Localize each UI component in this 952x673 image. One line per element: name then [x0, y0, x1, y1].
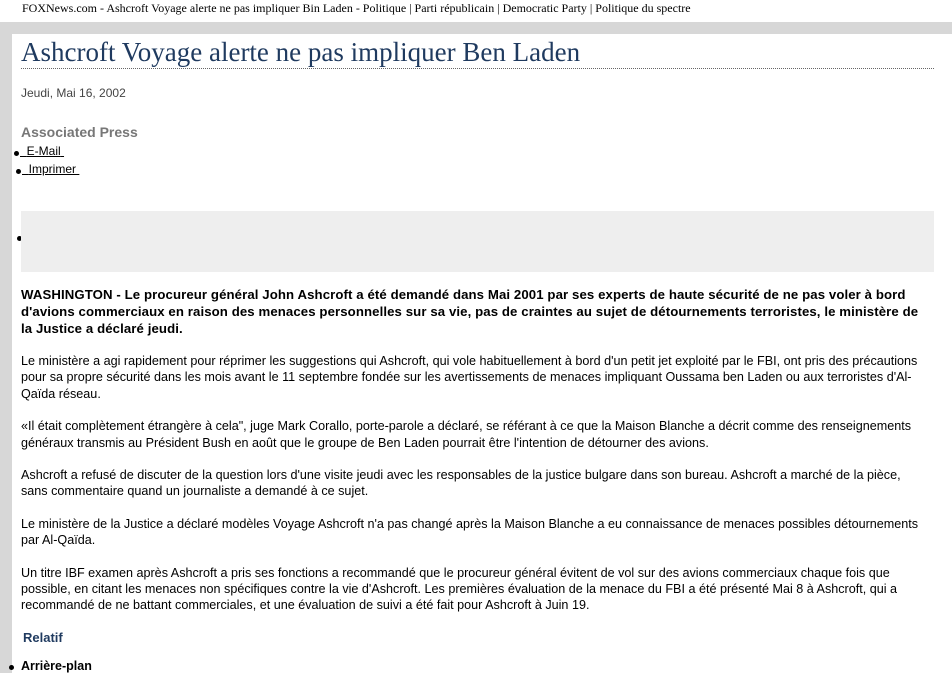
related-bullet-icon: [9, 665, 14, 670]
related-heading: Relatif: [23, 630, 63, 645]
page-title-text: FOXNews.com - Ashcroft Voyage alerte ne pas impliquer Bin Laden - Politique | Parti républicain | Democratic Party | Politique du spectre: [22, 1, 691, 15]
print-bullet-icon: [16, 169, 21, 174]
browser-title-bar: [0, 0, 952, 22]
left-grey-bar: [0, 34, 12, 673]
print-link[interactable]: Imprimer: [28, 162, 77, 176]
article-paragraph: Le ministère de la Justice a déclaré modèles Voyage Ashcroft n'a pas changé après la Maison Blanche a eu connaissance de menaces possibles détournements par Al-Qaïda.: [21, 516, 919, 548]
article-source: Associated Press: [21, 124, 138, 140]
article-paragraph: Ashcroft a refusé de discuter de la question lors d'une visite jeudi avec les responsables de la justice bulgare dans son bureau. Ashcroft a marché de la pièce, sans commentaire quand un journaliste a demandé à ce sujet.: [21, 468, 901, 499]
article-body: [21, 286, 926, 630]
article-paragraph: Le ministère a agi rapidement pour réprimer les suggestions qui Ashcroft, qui vole habituellement à bord d'un petit jet exploité par le FBI, ont pris des précautions pour sa propre sécurité dans les mois avant le 11 septembre fondée sur les avertissements de menaces impliquant Oussama ben Laden ou aux terroristes d'Al-Qaïda réseau.: [21, 354, 918, 401]
article-date: Jeudi, Mai 16, 2002: [21, 86, 126, 100]
article-lead: WASHINGTON - Le procureur général John Ashcroft a été demandé dans Mai 2001 par ses experts de haute sécurité de ne pas voler à bord d'avions commerciaux en raison des menaces personnelles sur sa vie, pas de craintes au sujet de détournements terroristes, le ministère de la Justice a déclaré jeudi.: [21, 287, 919, 336]
article-paragraph: «Il était complètement étrangère à cela", juge Mark Corallo, porte-parole a déclaré, se référant à ce que la Maison Blanche a décrit comme des renseignements généraux transmis au Président Bush en août que le groupe de Ben Laden pourrait être l'intention de détourner des avions.: [21, 419, 911, 450]
advertisement-box: [21, 211, 934, 272]
article-container: [21, 34, 934, 673]
article-paragraph: Un titre IBF examen après Ashcroft a pris ses fonctions a recommandé que le procureur général évitent de vol sur des avions commerciaux chaque fois que possible, en citant les menaces non spécifiques contre la vie d'Ashcroft. Les premières évaluation de la menace du FBI a été présenté Mai 8 à Ashcroft, qui a recommandé de ne battant commerciales, et une évaluation de suivi a été fait pour Ashcroft à Juin 19.: [21, 565, 898, 613]
top-grey-band: [0, 22, 952, 34]
email-bullet-icon: [14, 151, 19, 156]
related-link-background[interactable]: Arrière-plan: [21, 659, 92, 673]
article-headline: Ashcroft Voyage alerte ne pas impliquer Ben Laden: [21, 34, 934, 69]
email-link[interactable]: E-Mail: [26, 144, 61, 158]
